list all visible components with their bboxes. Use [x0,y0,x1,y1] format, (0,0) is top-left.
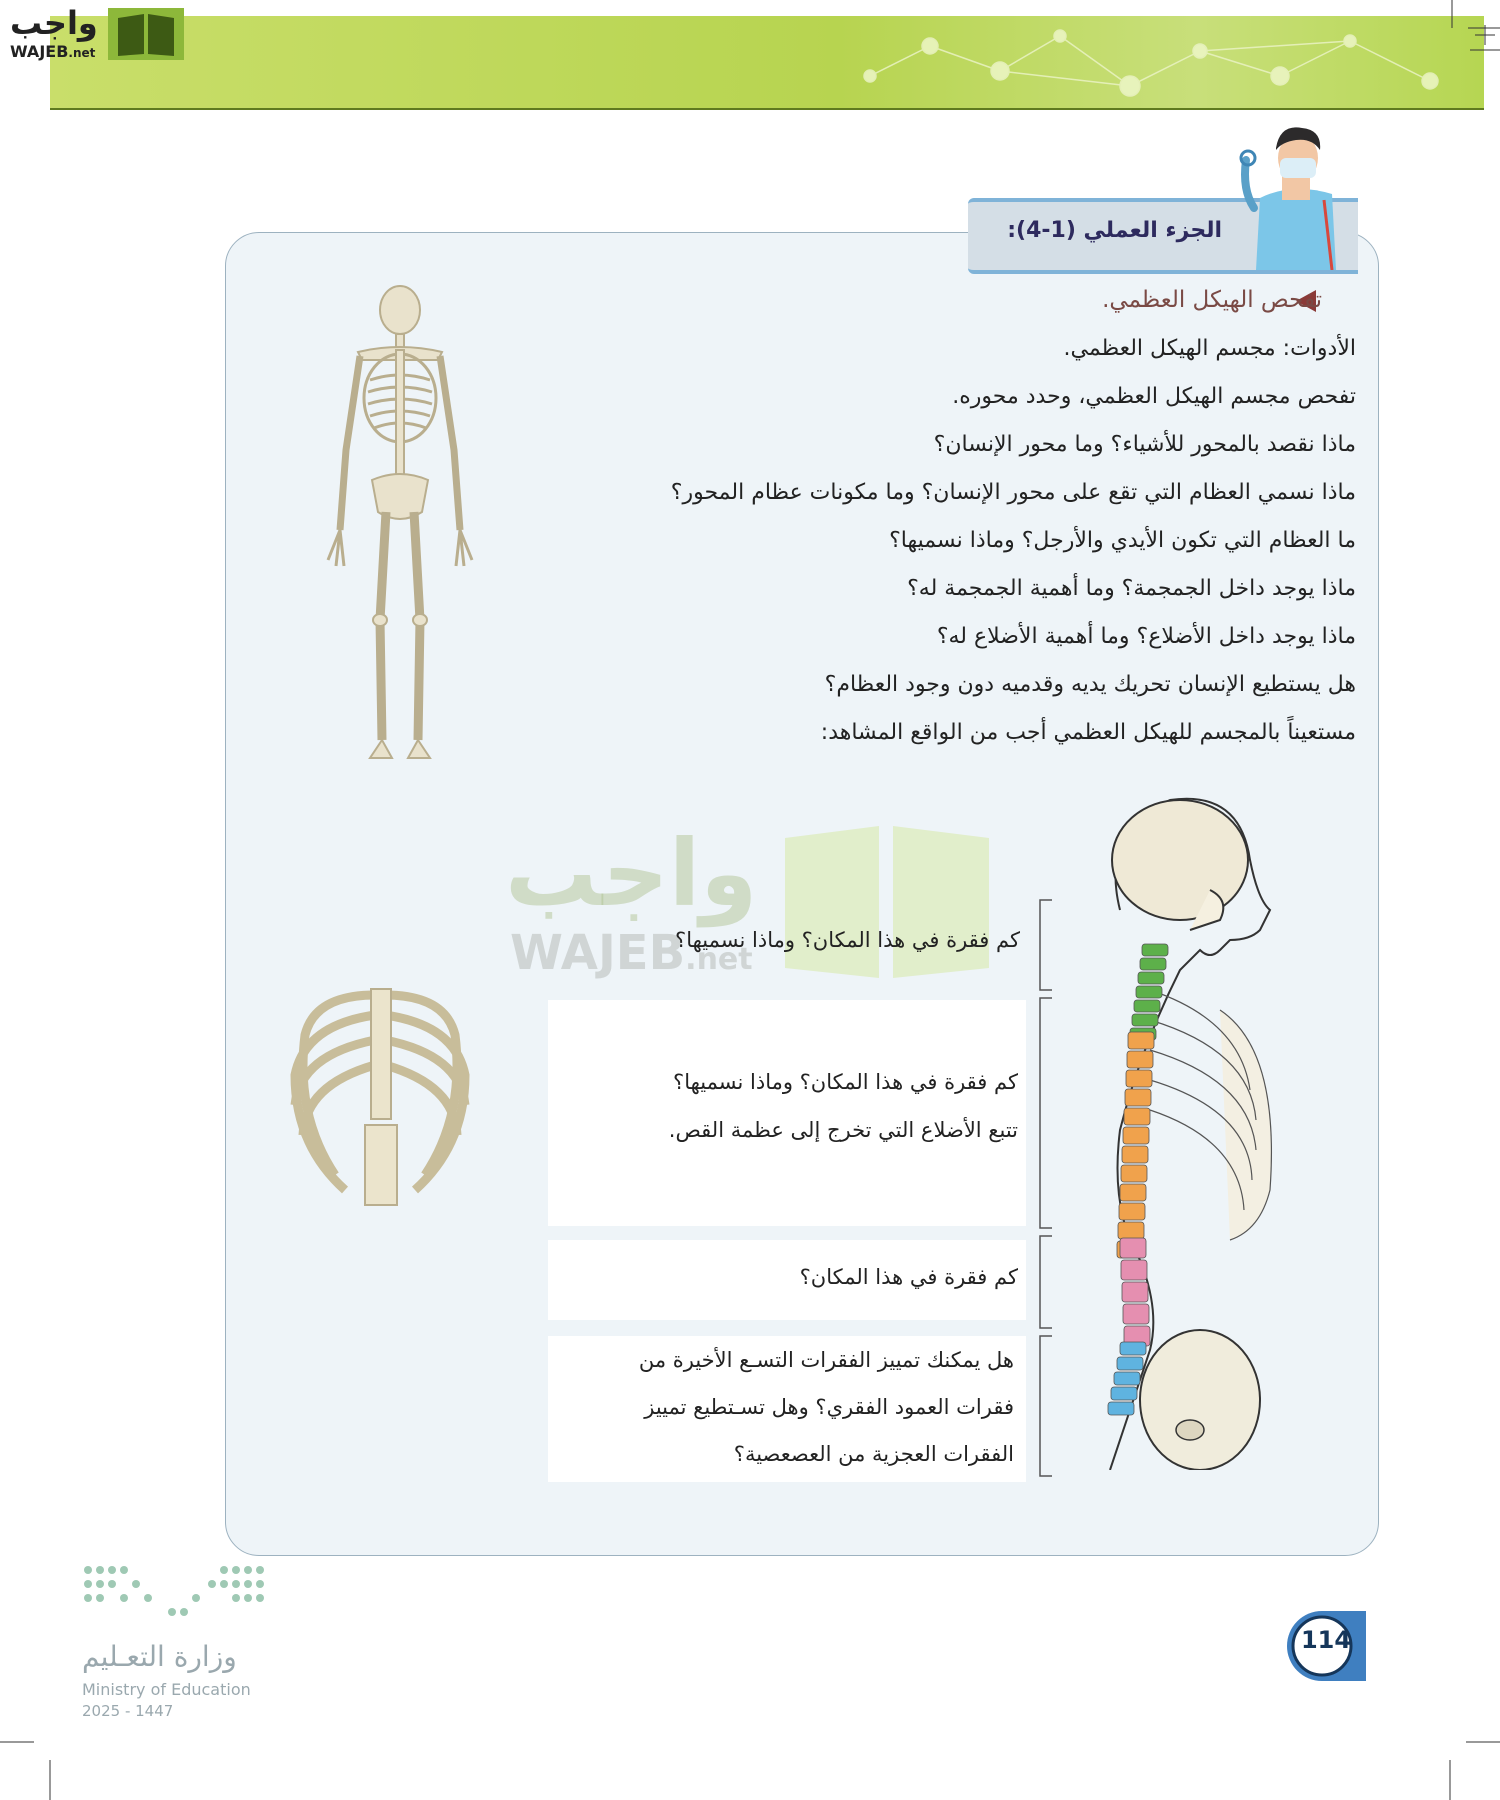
instruction-line: ماذا نقصد بالمحور للأشياء؟ وما محور الإنسان؟ [933,432,1356,457]
vertebra [1111,1387,1137,1400]
vertebra [1121,1260,1147,1280]
question-thoracic-ribs: تتبع الأضلاع التي تخرج إلى عظمة القص. [668,1118,1018,1142]
doctor-illustration [1232,120,1352,270]
instruction-line: الأدوات: مجسم الهيكل العظمي. [1063,336,1356,361]
ministry-year: 2025 - 1447 [82,1702,174,1720]
vertebra [1122,1282,1148,1302]
question-thoracic: كم فقرة في هذا المكان؟ وماذا نسميها؟ [673,1070,1018,1094]
vertebra [1120,1184,1146,1201]
vertebra [1119,1203,1145,1220]
vertebra [1120,1238,1146,1258]
vertebra [1140,958,1166,970]
instruction-line: ماذا يوجد داخل الجمجمة؟ وما أهمية الجمجمة له؟ [907,576,1356,601]
logo-latin: WAJEB.net [10,42,96,61]
question-sacral-line1: هل يمكنك تمييز الفقرات التسـع الأخيرة من [638,1348,1014,1372]
instruction-line: مستعيناً بالمجسم للهيكل العظمي أجب من الواقع المشاهد: [820,720,1356,745]
book-logo-icon [108,6,184,62]
vertebra [1118,1222,1144,1239]
vertebra [1122,1146,1148,1163]
vertebra [1134,1000,1160,1012]
vertebra [1114,1372,1140,1385]
vertebra [1125,1089,1151,1106]
ministry-name-arabic: وزارة التعـليم [82,1640,237,1673]
question-box-thoracic [548,1000,1026,1226]
vertebra [1128,1032,1154,1049]
watermark-latin: WAJEB.net [510,925,753,981]
vertebra [1136,986,1162,998]
vertebra [1127,1051,1153,1068]
vertebra [1108,1402,1134,1415]
spine-illustration [1080,790,1300,1470]
vertebra [1142,944,1168,956]
vertebra [1121,1165,1147,1182]
page-number: 114 [1300,1626,1352,1654]
skeleton-illustration [300,280,500,770]
header-band [50,16,1484,110]
question-sacral-line2: فقرات العمود الفقري؟ وهل تسـتطيع تمييز [644,1395,1014,1419]
vertebra [1123,1127,1149,1144]
logo-arabic: واجب [10,4,98,42]
ministry-name-english: Ministry of Education [82,1680,251,1699]
instruction-line: تفحص مجسم الهيكل العظمي، وحدد محوره. [952,384,1356,409]
question-sacral-line3: الفقرات العجزية من العصعصية؟ [733,1442,1014,1466]
instruction-line: ماذا يوجد داخل الأضلاع؟ وما أهمية الأضلاع له؟ [936,624,1356,649]
question-lumbar: كم فقرة في هذا المكان؟ [799,1265,1018,1289]
vertebra [1138,972,1164,984]
rib-cage-illustration [275,975,485,1210]
instruction-line: هل يستطيع الإنسان تحريك يديه وقدميه دون وجود العظام؟ [824,672,1356,697]
section-heading: تفحص الهيكل العظمي. [1102,287,1322,313]
vertebra [1132,1014,1158,1026]
instruction-line: ما العظام التي تكون الأيدي والأرجل؟ وماذا نسميها؟ [889,528,1356,553]
vertebra [1126,1070,1152,1087]
watermark-arabic: واجب [505,820,758,927]
instruction-line: ماذا نسمي العظام التي تقع على محور الإنسان؟ وما مكونات عظام المحور؟ [670,480,1356,505]
vertebra [1124,1108,1150,1125]
molecule-pattern [50,16,1484,108]
section-brackets [1030,898,1060,1484]
activity-title: الجزء العملي (1-4): [1007,218,1222,243]
question-cervical: كم فقرة في هذا المكان؟ وماذا نسميها؟ [675,928,1020,952]
vertebra [1123,1304,1149,1324]
ministry-logo-icon [82,1562,268,1632]
vertebra [1117,1357,1143,1370]
vertebra [1120,1342,1146,1355]
